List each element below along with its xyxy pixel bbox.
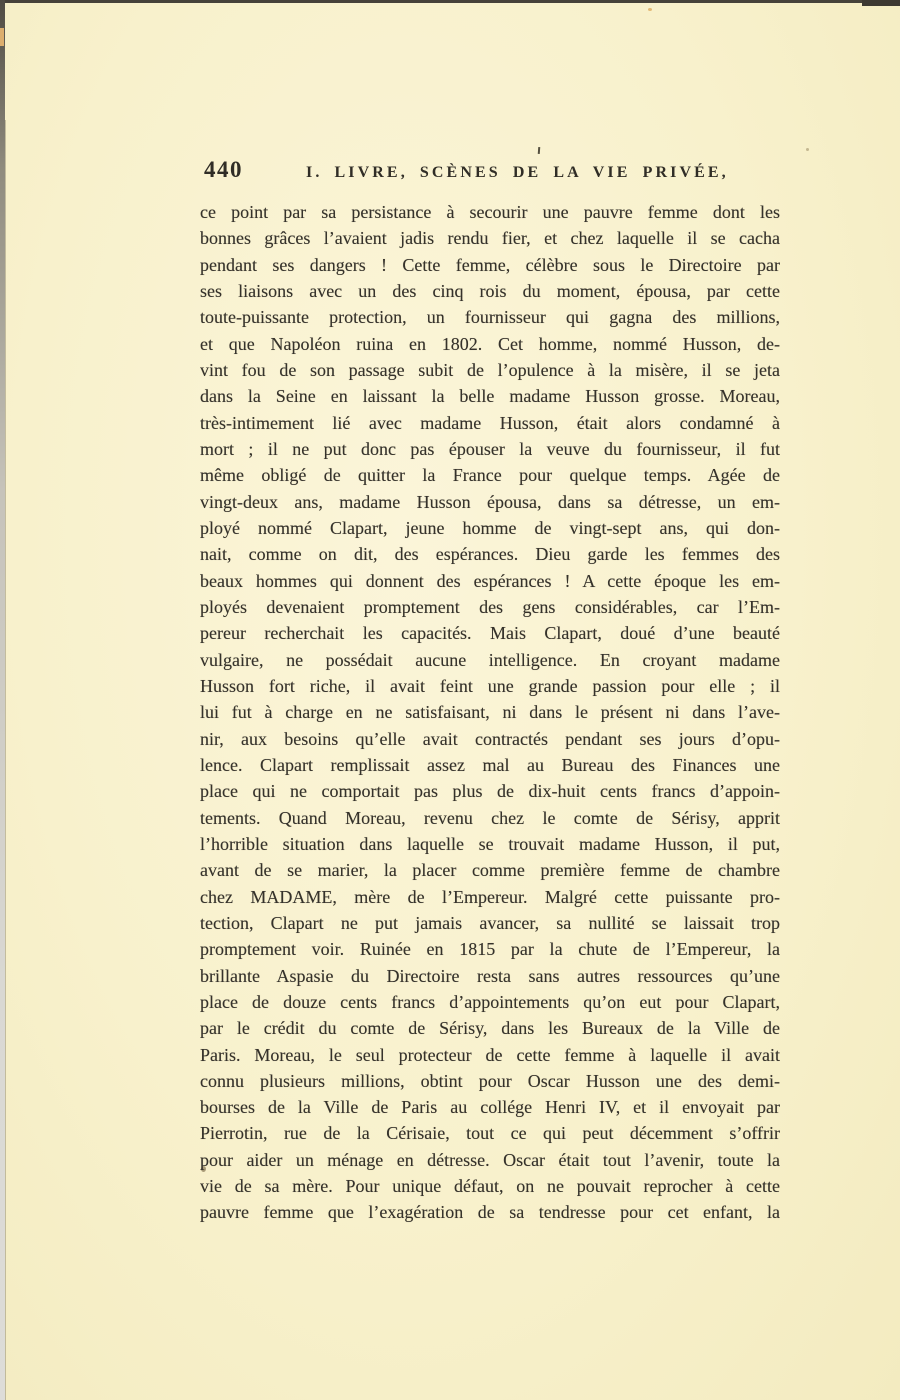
text-line: l’horrible situation dans laquelle se trouvait madame Husson, il put, bbox=[200, 833, 780, 854]
text-line: tection, Clapart ne put jamais avancer, sa nullité se laissait trop bbox=[200, 912, 780, 933]
text-line: bonnes grâces l’avaient jadis rendu fier, et chez laquelle il se cacha bbox=[200, 228, 780, 249]
text-line: très-intimement lié avec madame Husson, était alors condamné à bbox=[200, 412, 780, 433]
text-line: par le crédit du comte de Sérisy, dans les Bureaux de la Ville de bbox=[200, 1018, 780, 1039]
scan-artifact-tick bbox=[538, 147, 540, 154]
text-line: nir, aux besoins qu’elle avait contractés pendant ses jours d’opu- bbox=[200, 728, 780, 749]
text-line: toute-puissante protection, un fournisseur qui gagna des millions, bbox=[200, 307, 780, 328]
text-line: tements. Quand Moreau, revenu chez le comte de Sérisy, apprit bbox=[200, 807, 780, 828]
page-number: 440 bbox=[204, 157, 243, 182]
scan-edge-left-notch bbox=[0, 28, 4, 46]
text-line: pereur recherchait les capacités. Mais Clapart, doué d’une beauté bbox=[200, 623, 780, 644]
paper-speck bbox=[806, 148, 809, 151]
text-line: pauvre femme que l’exagération de sa tendresse pour cet enfant, la bbox=[200, 1202, 780, 1223]
text-line: et que Napoléon ruina en 1802. Cet homme, nommé Husson, de- bbox=[200, 333, 780, 354]
text-line: pour aider un ménage en détresse. Oscar était tout l’avenir, toute la bbox=[200, 1149, 780, 1170]
text-line: Husson fort riche, il avait feint une grande passion pour elle ; il bbox=[200, 675, 780, 696]
text-line: ployé nommé Clapart, jeune homme de vingt-sept ans, qui don- bbox=[200, 517, 780, 538]
text-line: pendant ses dangers ! Cette femme, célèbre sous le Directoire par bbox=[200, 254, 780, 275]
text-line: vint fou de son passage subit de l’opulence à la misère, il se jeta bbox=[200, 359, 780, 380]
text-line: nait, comme on dit, des espérances. Dieu garde les femmes des bbox=[200, 544, 780, 565]
text-line: ses liaisons avec un des cinq rois du moment, épousa, par cette bbox=[200, 280, 780, 301]
text-line: beaux hommes qui donnent des espérances ! A cette époque les em- bbox=[200, 570, 780, 591]
scan-edge-left-crease bbox=[5, 120, 6, 1400]
text-line: promptement voir. Ruinée en 1815 par la chute de l’Empereur, la bbox=[200, 939, 780, 960]
running-header-title: I. LIVRE, SCÈNES DE LA VIE PRIVÉE, bbox=[306, 164, 729, 181]
text-line: même obligé de quitter la France pour quelque temps. Agée de bbox=[200, 465, 780, 486]
scan-edge-top bbox=[0, 0, 900, 3]
text-line: chez MADAME, mère de l’Empereur. Malgré cette puissante pro- bbox=[200, 886, 780, 907]
text-line: vie de sa mère. Pour unique défaut, on ne pouvait reprocher à cette bbox=[200, 1176, 780, 1197]
text-line: connu plusieurs millions, obtint pour Oscar Husson une des demi- bbox=[200, 1070, 780, 1091]
page-text bbox=[200, 199, 780, 1226]
text-line: avant de se marier, la placer comme première femme de chambre bbox=[200, 860, 780, 881]
text-line: ce point par sa persistance à secourir une pauvre femme dont les bbox=[200, 202, 780, 222]
text-line: lui fut à charge en ne satisfaisant, ni dans le présent ni dans l’ave- bbox=[200, 702, 780, 723]
text-line: Pierrotin, rue de la Cérisaie, tout ce qui peut décemment s’offrir bbox=[200, 1123, 780, 1144]
text-line: mort ; il ne put donc pas épouser la veuve du fournisseur, il fut bbox=[200, 438, 780, 459]
text-line: brillante Aspasie du Directoire resta sans autres ressources qu’une bbox=[200, 965, 780, 986]
paper-speck bbox=[648, 8, 652, 11]
text-line: vingt-deux ans, madame Husson épousa, dans sa détresse, un em- bbox=[200, 491, 780, 512]
text-line: place qui ne comportait pas plus de dix-huit cents francs d’appoin- bbox=[200, 781, 780, 802]
scan-edge-top-right bbox=[862, 0, 900, 6]
text-line: vulgaire, ne possédait aucune intelligence. En croyant madame bbox=[200, 649, 780, 670]
text-line: bourses de la Ville de Paris au collége Henri IV, et il envoyait par bbox=[200, 1097, 780, 1118]
text-line: dans la Seine en laissant la belle madame Husson grosse. Moreau, bbox=[200, 386, 780, 407]
text-line: ployés devenaient promptement des gens considérables, car l’Em- bbox=[200, 596, 780, 617]
text-line: place de douze cents francs d’appointements qu’on eut pour Clapart, bbox=[200, 991, 780, 1012]
text-line: lence. Clapart remplissait assez mal au Bureau des Finances une bbox=[200, 754, 780, 775]
text-line: Paris. Moreau, le seul protecteur de cette femme à laquelle il avait bbox=[200, 1044, 780, 1065]
